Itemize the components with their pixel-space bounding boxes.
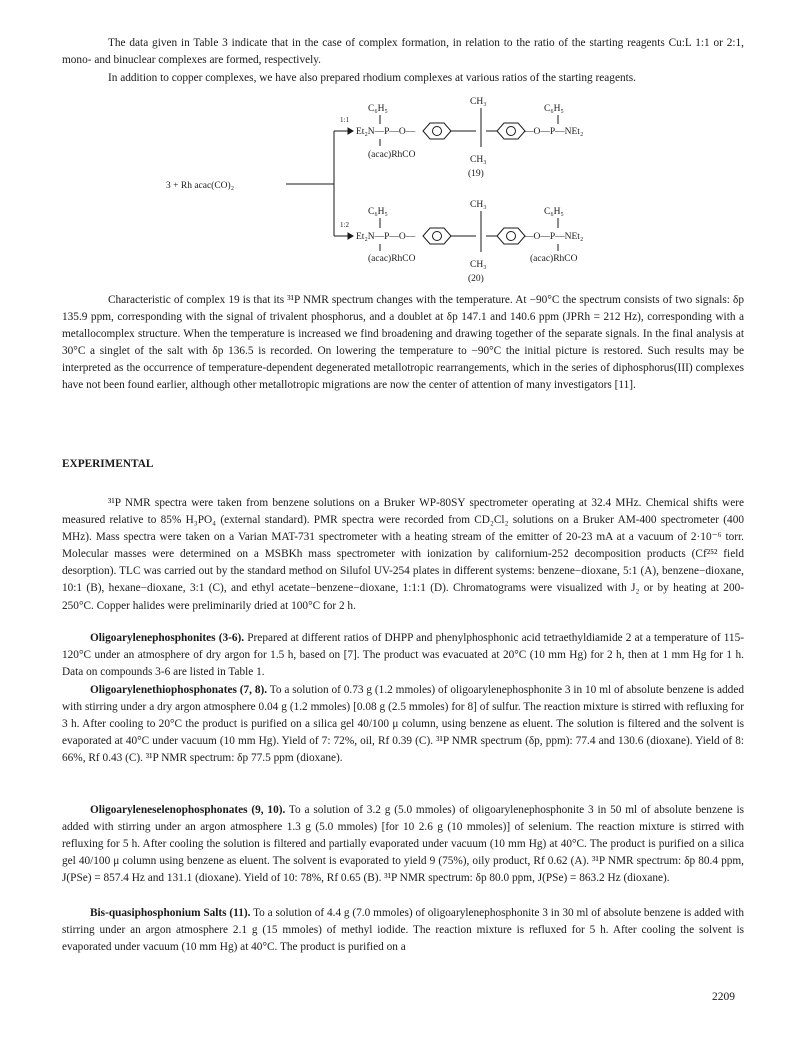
procedure-text-phosphonites: Prepared at different ratios of DHPP and phenylphosphonic acid tetraethyldiamide 2 at a temperature of 115-120°C under an atmosphere of dry argon for 1.5 h, based on [7]. The product was evacuated at 20°C (10 mm Hg) for 2 h, then at 1 mm Hg for 1 h. Data on compounds 3-6 are listed in Table 1. <box>62 632 744 679</box>
page-number: 2209 <box>712 991 735 1003</box>
procedure-title-quasiphosphonium: Bis-quasiphosphonium Salts (11). <box>90 907 251 919</box>
ratio-label-1-2: 1:2 <box>340 221 349 229</box>
methyl-label-19-bottom: CH₃ <box>470 155 487 165</box>
methyl-label-19-top: CH₃ <box>470 97 487 107</box>
reaction-scheme <box>0 0 807 300</box>
methyl-label-20-bottom: CH₃ <box>470 260 487 270</box>
paragraph-table3-discussion: The data given in Table 3 indicate that in the case of complex formation, in relation to the ratio of the starting reagents Cu:L 1:1 or 2:1, mono- and binuclear complexes are formed, respectively. <box>62 37 744 67</box>
procedure-text-selenophosphonates: To a solution of 3.2 g (5.0 mmoles) of oligoarylenephosphonite 3 in 50 ml of absolute benzene is added with stirring under an argon atmosphere 1.3 g (5.0 mmoles) [for 10 2.6 g (10 mmoles)] of selenium. The reaction mixture is stirred with refluxing for 5 h. After cooling the solution is filtered and partially evaporated under vacuum (10 mm Hg) at 40°C. The product is purified on a silica gel 40/100 μ column using benzene as eluent. The solvent is evaporated to yield 9 (75%), oily product, Rf 0.62 (A). ³¹P NMR spectrum: δp 80.4 ppm, J(PSe) = 857.4 Hz and 131.1 (dioxane). Yield of 10: 78%, Rf 0.65 (B). ³¹P NMR spectrum: δp 80.0 ppm, J(PSe) = 863.2 Hz (dioxane). <box>62 804 745 885</box>
compound-label-20: (20) <box>468 274 484 284</box>
procedure-text-quasiphosphonium: To a solution of 4.4 g (7.0 mmoles) of oligoarylenephosphonite 3 in 30 ml of absolute benzene is added with stirring under an argon atmosphere 2.1 g (15 mmoles) of methyl iodide. The reaction mixture is refluxed for 5 h. After cooling the solvent is evaporated under vacuum (10 mm Hg) at 40°C. The product is purified on a <box>62 907 745 954</box>
section-heading-experimental: EXPERIMENTAL <box>62 458 154 470</box>
procedure-title-selenophosphonates: Oligoaryleneselenophosphonates (9, 10). <box>90 804 286 816</box>
rhodium-carbonyl-19: (acac)RhCO <box>368 150 416 160</box>
et2n-p-o-19: Et₂N—P—O— <box>356 127 416 137</box>
reactant-label: 3 + Rh acac(CO)₂ <box>166 181 235 191</box>
o-p-net2-20: —O—P—NEt₂ <box>524 232 584 242</box>
procedure-title-thiophosphonates: Oligoarylenethiophosphonates (7, 8). <box>90 684 268 696</box>
procedure-title-phosphonites: Oligoarylenephosphonites (3-6). <box>90 632 245 644</box>
methyl-label-20-top: CH₃ <box>470 200 487 210</box>
o-p-net2-19: —O—P—NEt₂ <box>524 127 584 137</box>
rhodium-carbonyl-20-right: (acac)RhCO <box>530 254 578 264</box>
paragraph-quasiphosphonium-salts <box>62 905 744 956</box>
phenyl-label-20-left: C₆H₅ <box>368 207 388 217</box>
ratio-label-1-1: 1:1 <box>340 116 349 124</box>
paragraph-phosphonites <box>62 630 744 681</box>
et2n-p-o-20: Et₂N—P—O— <box>356 232 416 242</box>
paragraph-selenophosphonates <box>62 802 744 887</box>
compound-label-19: (19) <box>468 169 484 179</box>
phenyl-label-20-right: C₆H₅ <box>544 207 564 217</box>
paragraph-instrumentation: ³¹P NMR spectra were taken from benzene solutions on a Bruker WP-80SY spectrometer operating at 32.4 MHz. Chemical shifts were measured relative to 85% H₃PO₄ (external standard). PMR spectra were recorded from CD₂Cl₂ solutions on a Bruker AM-400 spectrometer (400 MHz). Mass spectra were taken on a Varian MAT-731 spectrometer with a heating stream of the emitter of 20-23 mA at a vacuum of 2·10⁻⁶ torr. Molecular masses were determined on a MSBKh mass spectrometer with ionization by californium-252 decomposition products (Cf²⁵² field desorption). TLC was carried out by the standard method on Silufol UV-254 plates in different systems: benzene−dioxane, 5:1 (A), benzene−dioxane, 10:1 (B), hexane−dioxane, 3:1 (C), and ethyl acetate−benzene−dioxane, 1:1:1 (D). Chromatograms were visualized with J₂ or by heating at 200-250°C. Copper halides were preliminarily dried at 100°C for 2 h. <box>62 497 744 612</box>
paragraph-thiophosphonates <box>62 682 744 767</box>
paragraph-rhodium-intro: In addition to copper complexes, we have also prepared rhodium complexes at various ratios of the starting reagents. <box>108 72 636 84</box>
phenyl-label-19-left: C₆H₅ <box>368 104 388 114</box>
rhodium-carbonyl-20-left: (acac)RhCO <box>368 254 416 264</box>
phenyl-label-19-right: C₆H₅ <box>544 104 564 114</box>
procedure-text-thiophosphonates: To a solution of 0.73 g (1.2 mmoles) of oligoarylenephosphonite 3 in 10 ml of absolute benzene is added with stirring under a dry argon atmosphere 0.04 g (1.2 mmoles) [0.08 g (2.5 mmoles) for 8] of sulfur. The reaction mixture is stirred with refluxing for 3 h. After cooling to 20°C the product is purified on a silica gel 40/100 μ column, using benzene as eluent. The solution is filtered and the solvent is evaporated at 40°C under vacuum (10 mm Hg). Yield of 7: 72%, oil, Rf 0.39 (C). ³¹P NMR spectrum (δp, ppm): 77.4 and 130.6 (dioxane). Yield of 8: 66%, Rf 0.43 (C). ³¹P NMR spectrum: δp 77.5 ppm (dioxane). <box>62 684 744 765</box>
paragraph-complex19-nmr: Characteristic of complex 19 is that its ³¹P NMR spectrum changes with the temperature. At −90°C the spectrum consists of two signals: δp 135.9 ppm, corresponding with the signal of trivalent phosphorus, and a doublet at δp 147.1 and 140.6 ppm (JPRh = 212 Hz), corresponding with a metallocomplex structure. When the temperature is increased we find broadening and drawing together of the separate signals. In the final analysis at 30°C a singlet of the salt with δp 136.5 is recorded. On lowering the temperature to −90°C the initial picture is restored. Such results may be interpreted as the occurrence of temperature-dependent degenerated metallotropic rearrangements, which in the series of diphosphorus(III) complexes have not been found earlier, although other metallotropic migrations are now the center of attention of many investigators [11]. <box>62 294 744 392</box>
